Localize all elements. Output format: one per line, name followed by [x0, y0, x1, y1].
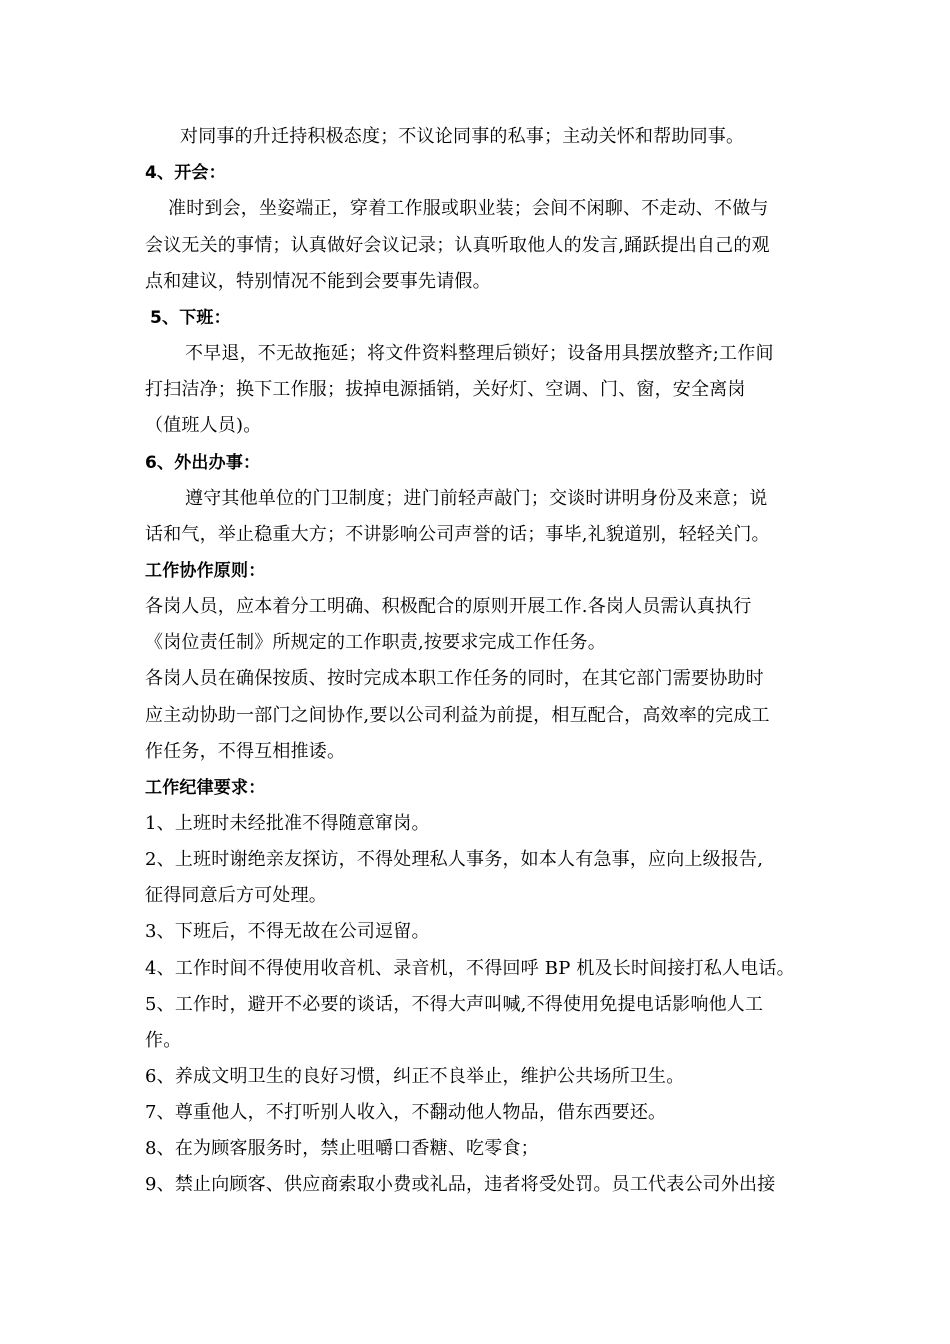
paragraph-leaving-line-2: 打扫洁净；换下工作服；拔掉电源插销，关好灯、空调、门、窗，安全离岗: [145, 379, 746, 400]
paragraph-cooperation-line-3: 各岗人员在确保按质、按时完成本职工作任务的同时，在其它部门需要协助时: [145, 668, 764, 689]
paragraph-meeting-line-1: 准时到会，坐姿端正，穿着工作服或职业装；会间不闲聊、不走动、不做与: [168, 198, 769, 219]
rule-item-5: 5、工作时，避开不必要的谈话，不得大声叫喊,不得使用免提电话影响他人工: [145, 994, 764, 1015]
paragraph-meeting-line-2: 会议无关的事情；认真做好会议记录；认真听取他人的发言,踊跃提出自己的观: [145, 235, 770, 256]
rule-item-3: 3、下班后，不得无故在公司逗留。: [145, 921, 430, 942]
rule-item-2: 2、上班时谢绝亲友探访，不得处理私人事务，如本人有急事，应向上级报告,: [145, 849, 764, 870]
heading-discipline-requirements: 工作纪律要求：: [145, 778, 266, 798]
rule-item-8: 8、在为顾客服务时，禁止咀嚼口香糖、吃零食；: [145, 1138, 539, 1159]
paragraph-cooperation-line-4: 应主动协助一部门之间协作,要以公司利益为前提，相互配合，高效率的完成工: [145, 705, 770, 726]
paragraph-colleague-attitude: 对同事的升迁持积极态度；不议论同事的私事；主动关怀和帮助同事。: [180, 126, 745, 147]
rule-item-2-continued: 征得同意后方可处理。: [145, 885, 327, 906]
paragraph-leaving-line-1: 不早退，不无故拖延；将文件资料整理后锁好；设备用具摆放整齐;工作间: [185, 343, 774, 364]
heading-cooperation-principles: 工作协作原则：: [145, 561, 266, 581]
rule-item-6: 6、养成文明卫生的良好习惯，纠正不良举止，维护公共场所卫生。: [145, 1066, 685, 1087]
paragraph-meeting-line-3: 点和建议，特别情况不能到会要事先请假。: [145, 271, 491, 292]
rule-item-1: 1、上班时未经批准不得随意窜岗。: [145, 813, 430, 834]
rule-item-4: 4、工作时间不得使用收音机、录音机，不得回呼 BP 机及长时间接打私人电话。: [145, 958, 795, 979]
rule-item-7: 7、尊重他人，不打听别人收入，不翻动他人物品，借东西要还。: [145, 1102, 667, 1123]
rule-item-5-continued: 作。: [145, 1030, 182, 1051]
paragraph-cooperation-line-2: 《岗位责任制》所规定的工作职责,按要求完成工作任务。: [145, 632, 606, 653]
paragraph-cooperation-line-1: 各岗人员，应本着分工明确、积极配合的原则开展工作.各岗人员需认真执行: [145, 596, 752, 617]
paragraph-errands-line-2: 话和气，举止稳重大方；不讲影响公司声誉的话；事毕,礼貌道别，轻轻关门。: [145, 524, 770, 545]
rule-item-9: 9、禁止向顾客、供应商索取小费或礼品，违者将受处罚。员工代表公司外出接: [145, 1174, 776, 1195]
paragraph-cooperation-line-5: 作任务，不得互相推诿。: [145, 741, 346, 762]
paragraph-leaving-line-3: （值班人员)。: [145, 415, 262, 436]
heading-leaving-work: 5、下班：: [150, 308, 231, 328]
paragraph-errands-line-1: 遵守其他单位的门卫制度；进门前轻声敲门；交谈时讲明身份及来意；说: [185, 488, 768, 509]
heading-meeting: 4、开会：: [145, 163, 226, 183]
heading-outside-errands: 6、外出办事：: [145, 453, 261, 473]
